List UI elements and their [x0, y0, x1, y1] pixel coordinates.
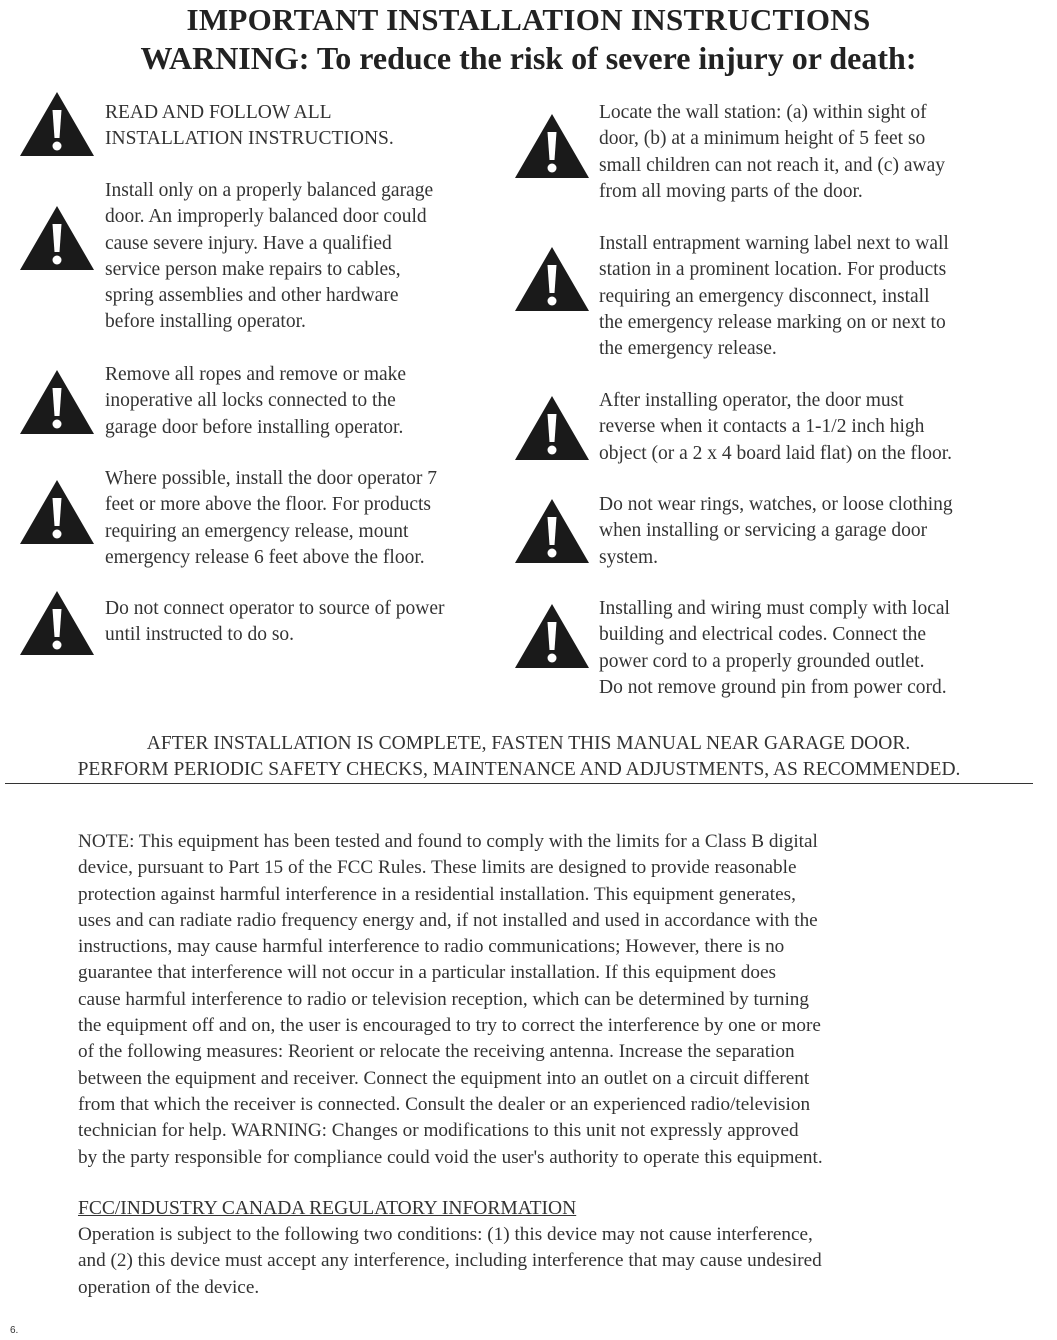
warning-icon	[512, 495, 592, 567]
page-number: 6.	[10, 1325, 19, 1336]
instruction-item: Do not connect operator to source of power until instructed to do so.	[105, 598, 445, 646]
warning-icon	[17, 88, 97, 160]
instruction-item: Installing and wiring must comply with local building and electrical codes. Connect the power cord to a properly grounded outlet. Do not remove ground pin from power cord.	[599, 598, 950, 698]
warning-icon	[512, 600, 592, 672]
instruction-item: After installing operator, the door must reverse when it contacts a 1-1/2 inch high object (or a 2 x 4 board laid flat) on the floor.	[599, 390, 953, 464]
warning-icon	[512, 110, 592, 182]
fcc-note: NOTE: This equipment has been tested and found to comply with the limits for a Class B digital device, pursuant to Part 15 of the FCC Rules. These limits are designed to provide reasonable protection against harmful interference in a residential installation. This equipment generates, uses and can radiate radio frequency energy and, if not installed and used in accordance with the instructions, may cause harmful interference to radio communications; However, there is no guarantee that interference will not occur in a particular installation. If this equipment does cause harmful interference to radio or television reception, which can be determined by turning the equipment off and on, the user is encouraged to try to correct the interference by one or more of the following measures: Reorient or relocate the receiving antenna. Increase the separation between the equipment and receiver. Connect the equipment into an outlet on a circuit different from that which the receiver is connected. Consult the dealer or an experienced radio/television technician for help. WARNING: Changes or modifications to this unit not expressly approved by the party responsible for compliance could void the user's authority to operate this equipment.	[78, 831, 823, 1168]
fcc-body: Operation is subject to the following two conditions: (1) this device may not cause interference, and (2) this device must accept any interference, including interference that may cause undesired operation of the device.	[78, 1224, 822, 1298]
instruction-item: Where possible, install the door operator 7 feet or more above the floor. For products requiring an emergency release, mount emergency release 6 feet above the floor.	[105, 468, 437, 568]
fcc-heading: FCC/INDUSTRY CANADA REGULATORY INFORMATION	[78, 1198, 577, 1219]
page-title: IMPORTANT INSTALLATION INSTRUCTIONS	[186, 2, 871, 37]
warning-icon	[512, 392, 592, 464]
warning-icon	[17, 476, 97, 548]
after-installation-line: AFTER INSTALLATION IS COMPLETE, FASTEN THIS MANUAL NEAR GARAGE DOOR.	[146, 733, 911, 754]
instruction-item: Do not wear rings, watches, or loose clothing when installing or servicing a garage door system.	[599, 494, 953, 568]
instruction-item: Remove all ropes and remove or make inoperative all locks connected to the garage door before installing operator.	[105, 364, 407, 438]
warning-heading: WARNING: To reduce the risk of severe injury or death:	[140, 40, 917, 76]
warning-icon	[17, 366, 97, 438]
warning-icon	[512, 243, 592, 315]
warning-icon	[17, 202, 97, 274]
instruction-item: Install entrapment warning label next to wall station in a prominent location. For products requiring an emergency disconnect, install the emergency release marking on or next to the emergency release.	[599, 233, 949, 360]
instruction-item: Install only on a properly balanced garage door. An improperly balanced door could cause severe injury. Have a qualified service person make repairs to cables, spring assemblies and other hardware before installing operator.	[105, 180, 434, 333]
instruction-item: READ AND FOLLOW ALL INSTALLATION INSTRUCTIONS.	[105, 102, 394, 150]
warning-icon	[17, 587, 97, 659]
instruction-item: Locate the wall station: (a) within sight of door, (b) at a minimum height of 5 feet so small children can not reach it, and (c) away from all moving parts of the door.	[599, 102, 945, 202]
periodic-checks-line: PERFORM PERIODIC SAFETY CHECKS, MAINTENANCE AND ADJUSTMENTS, AS RECOMMENDED.	[5, 757, 1033, 784]
